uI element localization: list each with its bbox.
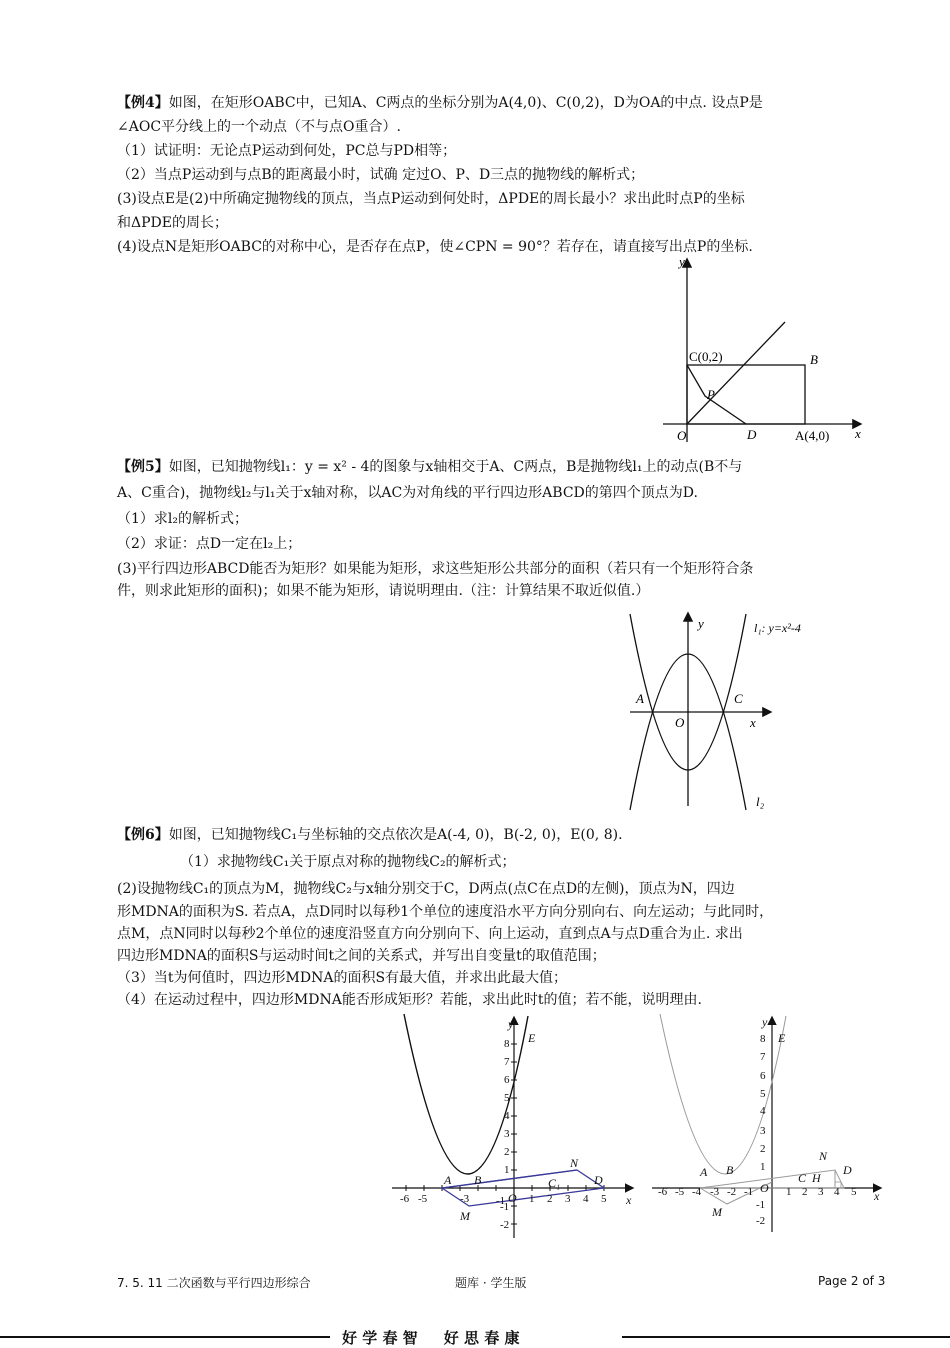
ex6a-label-n: N [570,1156,579,1170]
ex6-line1: 【例6】如图，已知抛物线C₁与坐标轴的交点依次是A(-4, 0)，B(-2, 0)，E(0, 8). [117,827,623,843]
svg-text:2: 2 [760,1143,766,1155]
ex5-label-l1: l₁: y=x²-4 [754,621,801,635]
svg-text:6: 6 [760,1070,766,1082]
svg-text:5: 5 [504,1092,510,1104]
svg-text:-6: -6 [658,1186,668,1198]
ex4-q4: (4)设点N是矩形OABC的对称中心，是否存在点P，使∠CPN = 90°？若存在，请直接写出点P的坐标. [117,239,753,255]
svg-text:4: 4 [834,1186,840,1198]
ex6b-label-n: N [819,1149,828,1163]
ex6-q2b: 形MDNA的面积为S. 若点A，点D同时以每秒1个单位的速度沿水平方向分别向右、向左运动；与此同时， [117,904,774,920]
svg-text:2: 2 [547,1193,553,1205]
ex5-label-y: y [698,616,704,631]
ex4-label-o: O [677,428,687,443]
ex6a-label-b: B [474,1173,482,1187]
ex6b-label-m: M [712,1205,722,1219]
ex4-line2: ∠AOC平分线上的一个动点（不与点O重合）. [117,119,401,135]
svg-text:-2: -2 [500,1219,510,1231]
ex6-q4: （4）在运动过程中，四边形MDNA能否形成矩形？若能，求出此时t的值；若不能，说明理由. [117,992,702,1008]
svg-text:5: 5 [851,1186,857,1198]
svg-text:-5: -5 [675,1186,685,1198]
ex6b-label-d: D [843,1163,852,1177]
ex6b-label-a: A [700,1165,708,1179]
svg-text:1: 1 [760,1161,766,1173]
banner-rule-left [0,1336,330,1338]
ex4-q1: （1）试证明：无论点P运动到何处，PC总与PD相等； [117,143,457,159]
ex4-label-y: y [679,254,685,269]
svg-text:-2: -2 [727,1186,737,1198]
ex4-label-p: P [707,387,715,402]
svg-text:2: 2 [504,1146,510,1158]
footer-edition: 题库 · 学生版 [455,1276,527,1290]
svg-text:4: 4 [583,1193,589,1205]
ex6b-label-o: O [760,1181,769,1195]
banner-rule-right [622,1336,950,1338]
ex6a-label-e: E [528,1031,536,1045]
ex5-line1: 【例5】如图，已知抛物线l₁：y = x² - 4的图象与x轴相交于A、C两点，B是抛物线l₁上的动点(B不与 [117,459,743,475]
svg-text:1: 1 [529,1193,535,1205]
svg-text:-1: -1 [496,1195,506,1207]
svg-text:-1: -1 [744,1186,754,1198]
ex5-label-o: O [675,715,685,730]
ex6-figure-left [388,1012,638,1242]
ex6b-label-y: y [762,1015,768,1029]
ex5-q1: （1）求l₂的解析式； [117,511,248,527]
ex6-q2c: 点M，点N同时以每秒2个单位的速度沿竖直方向分别向下、向上运动，直到点A与点D重合为止. 求出 [117,926,743,942]
ex5-label-l2: l₂ [756,794,765,809]
svg-text:3: 3 [760,1125,766,1137]
ex4-label-a: A(4,0) [795,428,830,443]
ex6a-label-x: x [626,1193,632,1207]
svg-text:1: 1 [504,1164,510,1176]
ex4-label-c: C(0,2) [689,349,723,364]
ex6a-label-o: O [508,1191,517,1205]
ex6a-label-d: D [594,1173,603,1187]
banner-slogan: 好 学 春 智 好 思 春 康 [342,1329,520,1347]
ex5-label-x: x [750,715,756,730]
ex4-q3a: (3)设点E是(2)中所确定抛物线的顶点，当点P运动到何处时，ΔPDE的周长最小？求出此时点P的坐标 [117,191,745,207]
ex6-q2a: (2)设抛物线C₁的顶点为M，抛物线C₂与x轴分别交于C，D两点(点C在点D的左侧)，顶点为N，四边 [117,881,735,897]
svg-text:-1: -1 [500,1201,510,1213]
ex4-q2: （2）当点P运动到与点B的距离最小时，试确 定过O、P、D三点的抛物线的解析式； [117,167,645,183]
svg-text:-3: -3 [710,1186,720,1198]
ex6a-tick-labels [400,1038,607,1231]
ex5-label-c: C [734,691,743,706]
ex6a-label-a: A [444,1173,452,1187]
svg-text:8: 8 [760,1033,766,1045]
svg-text:-5: -5 [418,1193,428,1205]
svg-text:5: 5 [601,1193,607,1205]
ex5-q3b: 件，则求此矩形的面积)；如果不能为矩形，请说明理由.（注：计算结果不取近似值.） [117,583,650,599]
ex6b-label-x: x [874,1189,880,1203]
svg-text:3: 3 [504,1128,510,1140]
ex5-label-a: A [636,691,644,706]
svg-text:3: 3 [818,1186,824,1198]
ex4-figure [655,252,875,452]
footer-page: Page 2 of 3 [818,1274,886,1288]
ex5-q2: （2）求证：点D一定在l₂上； [117,536,302,552]
ex6-q3: （3）当t为何值时，四边形MDNA的面积S有最大值，并求出此最大值； [117,970,568,986]
ex6b-label-b: B [726,1163,734,1177]
ex6-q2d: 四边形MDNA的面积S与运动时间t之间的关系式，并写出自变量t的取值范围； [117,948,606,964]
svg-text:2: 2 [802,1186,808,1198]
svg-text:8: 8 [504,1038,510,1050]
ex4-line1: 【例4】如图，在矩形OABC中，已知A、C两点的坐标分别为A(4,0)、C(0,2)，D为OA的中点. 设点P是 [117,95,763,111]
ex6-q1: （1）求抛物线C₁关于原点对称的抛物线C₂的解析式； [180,854,516,870]
svg-text:-1: -1 [756,1199,766,1211]
ex6a-label-c1: C₁ [548,1176,561,1190]
svg-text:-2: -2 [756,1215,766,1227]
svg-text:7: 7 [504,1056,510,1068]
svg-text:7: 7 [760,1051,766,1063]
ex6b-parabola-c1 [660,1014,786,1174]
ex6a-label-y: y [508,1017,514,1031]
ex6b-label-c: C [798,1171,807,1185]
ex4-bisector [687,322,785,424]
ex4-label-b: B [810,352,818,367]
ex6b-label-e: E [778,1031,786,1045]
svg-text:-6: -6 [400,1193,410,1205]
ex4-q3b: 和ΔPDE的周长； [117,215,228,231]
ex5-q3a: (3)平行四边形ABCD能否为矩形？如果能为矩形，求这些矩形公共部分的面积（若只有一个矩形符合条 [117,561,754,577]
ex6b-label-h: H [812,1171,821,1185]
ex6-figure-right [648,1012,888,1237]
svg-text:1: 1 [786,1186,792,1198]
svg-text:-3: -3 [460,1193,470,1205]
ex5-figure [620,606,840,816]
svg-text:5: 5 [760,1088,766,1100]
ex6a-label-m: M [460,1209,470,1223]
svg-text:4: 4 [760,1105,766,1117]
ex5-line2: A、C重合)，抛物线l₂与l₁关于x轴对称，以AC为对角线的平行四边形ABCD的第四个顶点为D. [117,485,698,501]
svg-text:6: 6 [504,1074,510,1086]
bottom-banner [0,1329,950,1347]
ex4-label-d: D [747,427,757,442]
svg-text:4: 4 [504,1110,510,1122]
svg-text:-4: -4 [692,1186,702,1198]
footer-title: 7. 5. 11 二次函数与平行四边形综合 [117,1276,311,1290]
svg-text:3: 3 [565,1193,571,1205]
ex4-label-x: x [855,426,861,441]
